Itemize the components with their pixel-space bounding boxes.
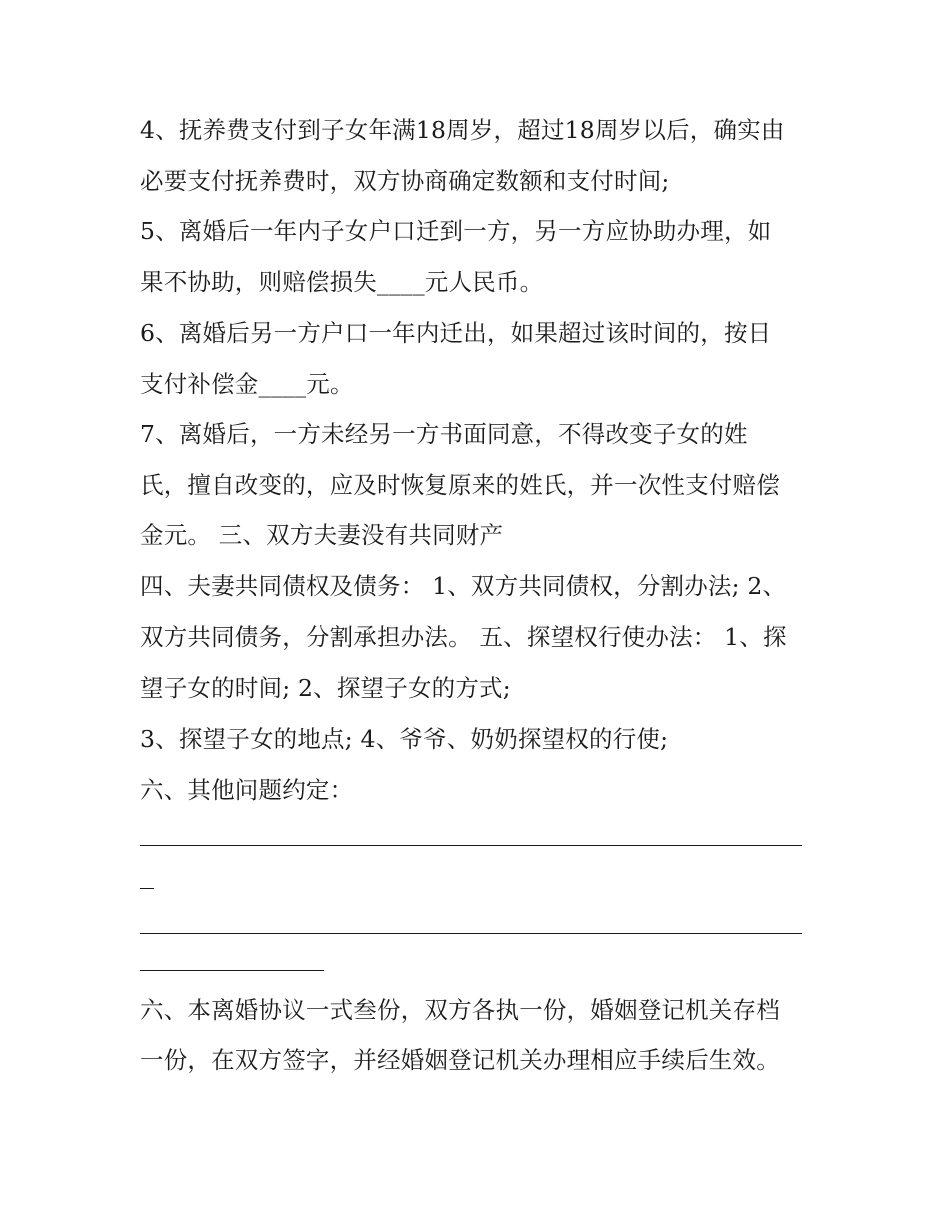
text-line: 果不协助，则赔偿损失____元人民币。 bbox=[140, 268, 544, 296]
text-line: 望子女的时间; 2、探望子女的方式; bbox=[140, 674, 511, 702]
text-line: 金元。 三、双方夫妻没有共同财产 bbox=[140, 521, 504, 549]
blank-fill-line bbox=[140, 970, 324, 971]
blank-fill-line bbox=[140, 888, 154, 889]
text-line: 必要支付抚养费时，双方协商确定数额和支付时间; bbox=[140, 167, 670, 195]
text-line: 6、离婚后另一方户口一年内迁出，如果超过该时间的，按日 bbox=[140, 319, 772, 347]
text-line: 双方共同债务，分割承担办法。 五、探望权行使办法： 1、探 bbox=[140, 623, 787, 651]
text-line: 一份，在双方签字，并经婚姻登记机关办理相应手续后生效。 bbox=[140, 1046, 780, 1074]
text-line: 六、本离婚协议一式叁份，双方各执一份，婚姻登记机关存档 bbox=[140, 996, 780, 1024]
text-line: 六、其他问题约定： bbox=[140, 776, 354, 804]
text-line: 支付补偿金____元。 bbox=[140, 370, 354, 398]
blank-fill-line bbox=[140, 845, 802, 846]
text-line: 4、抚养费支付到子女年满18周岁，超过18周岁以后，确实由 bbox=[140, 116, 785, 144]
text-line: 7、离婚后，一方未经另一方书面同意，不得改变子女的姓 bbox=[140, 420, 748, 448]
text-line: 氏，擅自改变的，应及时恢复原来的姓氏，并一次性支付赔偿 bbox=[140, 471, 780, 499]
text-line: 3、探望子女的地点; 4、爷爷、奶奶探望权的行使; bbox=[140, 725, 669, 753]
blank-fill-line bbox=[140, 933, 802, 934]
text-line: 四、夫妻共同债权及债务： 1、双方共同债权，分割办法; 2、 bbox=[140, 572, 787, 600]
text-line: 5、离婚后一年内子女户口迁到一方，另一方应协助办理，如 bbox=[140, 217, 772, 245]
